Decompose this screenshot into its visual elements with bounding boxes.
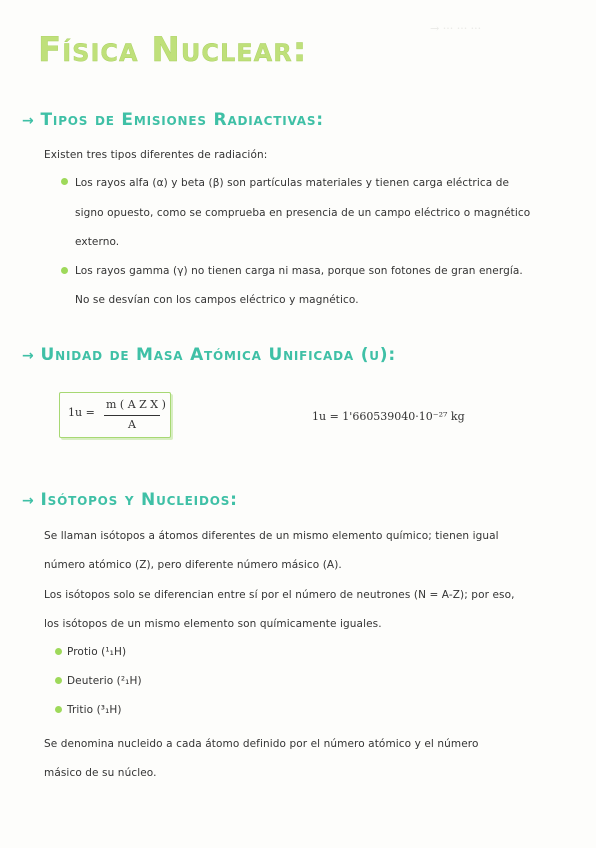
heading-emisiones-label: Tipos de Emisiones Radiactivas: [40, 110, 324, 130]
bleed-through-text: → ··· ··· ··· [430, 22, 482, 35]
heading-emisiones [22, 110, 324, 130]
heading-isotopos [22, 490, 238, 510]
emisiones-bullet2-line2: No se desvían con los campos eléctrico y magnético. [75, 294, 359, 306]
arrow-icon: → [22, 348, 35, 364]
heading-isotopos-label: Isótopos y Nucleidos: [40, 490, 238, 510]
isotopos-item3: Tritio (³₁H) [67, 704, 122, 716]
isotopos-item2: Deuterio (²₁H) [67, 675, 142, 687]
heading-uma-label: Unidad de Masa Atómica Unificada (u): [40, 345, 396, 365]
formula-lhs: 1u = [68, 406, 95, 419]
bullet-dot [55, 706, 62, 713]
emisiones-bullet1-line3: externo. [75, 236, 120, 248]
heading-uma [22, 345, 396, 365]
bullet-dot [55, 677, 62, 684]
bullet-dot [61, 267, 68, 274]
arrow-icon: → [22, 493, 35, 509]
isotopos-item1: Protio (¹₁H) [67, 646, 127, 658]
emisiones-bullet1-line2: signo opuesto, como se comprueba en presencia de un campo eléctrico o magnético [75, 207, 531, 219]
formula-denominator: A [128, 418, 136, 431]
isotopos-p1-line1: Se llaman isótopos a átomos diferentes de un mismo elemento químico; tienen igual [44, 530, 499, 542]
fraction-line [104, 415, 160, 416]
bullet-dot [55, 648, 62, 655]
emisiones-bullet2-line1: Los rayos gamma (γ) no tienen carga ni masa, porque son fotones de gran energía. [75, 265, 523, 277]
emisiones-intro: Existen tres tipos diferentes de radiación: [44, 149, 268, 161]
uma-value: 1u = 1'660539040·10⁻²⁷ kg [312, 410, 465, 423]
isotopos-p2-line1: Los isótopos solo se diferencian entre sí por el número de neutrones (N = A-Z); por eso, [44, 589, 515, 601]
isotopos-p3-line2: másico de su núcleo. [44, 767, 157, 779]
formula-numerator: m ( A Z X ) [106, 398, 166, 411]
arrow-icon: → [22, 113, 35, 129]
isotopos-p2-line2: los isótopos de un mismo elemento son químicamente iguales. [44, 618, 382, 630]
page-title: Física Nuclear: [38, 30, 308, 70]
isotopos-p1-line2: número atómico (Z), pero diferente número másico (A). [44, 559, 342, 571]
bullet-dot [61, 178, 68, 185]
isotopos-p3-line1: Se denomina nucleido a cada átomo definido por el número atómico y el número [44, 738, 479, 750]
emisiones-bullet1-line1: Los rayos alfa (α) y beta (β) son partículas materiales y tienen carga eléctrica de [75, 177, 510, 189]
